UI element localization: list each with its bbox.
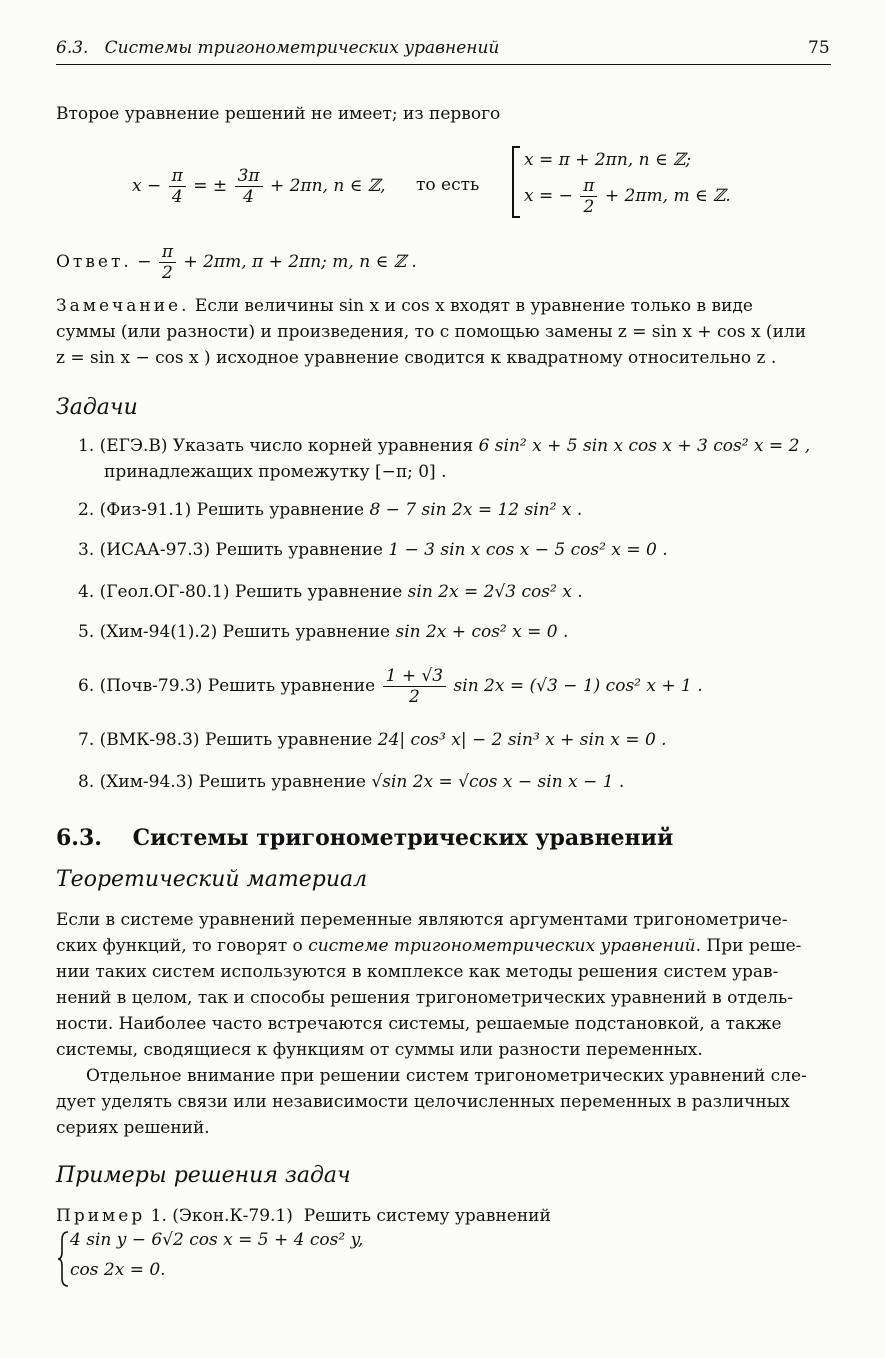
eq1-case2-den: 2 <box>583 197 595 217</box>
problem-6-frac-den: 2 <box>408 687 420 707</box>
answer-fraction <box>159 242 176 283</box>
problem-2 <box>78 498 582 522</box>
section-number: 6.3. <box>56 825 102 851</box>
system-equation-1: 4 sin y − 6√2 cos x = 5 + 4 cos² y, <box>70 1230 364 1250</box>
problem-8 <box>78 770 624 794</box>
eq1-case2-num: π <box>580 176 597 197</box>
answer-den: 2 <box>162 263 173 283</box>
problem-text: Решить уравнение <box>198 772 366 792</box>
eq1-left: x − <box>132 176 162 196</box>
problems-heading: Задачи <box>56 395 138 420</box>
example-label: Пример <box>56 1206 146 1226</box>
problem-3 <box>78 538 668 562</box>
problem-7 <box>78 728 667 752</box>
problem-math: 24| cos³ x| − 2 sin³ x + sin x = 0 . <box>377 730 667 750</box>
problem-math: √sin 2x = √cos x − sin x − 1 . <box>371 772 625 792</box>
problem-source: (ЕГЭ.В) <box>99 436 168 456</box>
theory-p1-line-4: нений в целом, так и способы решения тригонометрических уравнений в отдель- <box>56 988 794 1008</box>
theory-p2-line-3: сериях решений. <box>56 1118 210 1138</box>
eq1-case2-post: + 2πm, m ∈ ℤ. <box>604 186 731 206</box>
case-bracket-bottom <box>512 216 520 218</box>
header-rule <box>56 64 831 65</box>
problem-math: sin 2x = (√3 − 1) cos² x + 1 . <box>453 676 703 696</box>
problem-number: 3. <box>78 540 95 560</box>
eq1-fraction-1 <box>169 166 186 207</box>
eq1-frac2-num: 3π <box>235 166 263 187</box>
theory-p1-text-b: . При реше- <box>695 936 802 956</box>
header-section-number: 6.3. <box>56 38 89 58</box>
eq1-frac2-den: 4 <box>243 187 254 207</box>
problem-4 <box>78 580 583 604</box>
theory-p1-term: системе тригонометрических уравнений <box>308 936 696 956</box>
problem-text: Указать число корней уравнения <box>172 436 474 456</box>
examples-heading: Примеры решения задач <box>56 1163 351 1188</box>
header-title: Системы тригонометрических уравнений <box>104 38 500 58</box>
answer-num: π <box>159 242 176 263</box>
problem-number: 7. <box>78 730 95 750</box>
problem-number: 4. <box>78 582 95 602</box>
problem-math: sin 2x = 2√3 cos² x . <box>407 582 583 602</box>
theory-p1-line-2 <box>56 934 801 958</box>
problem-5 <box>78 620 568 644</box>
remark-line-3: z = sin x − cos x ) исходное уравнение сводится к квадратному относительно z . <box>56 348 777 368</box>
problem-math: 8 − 7 sin 2x = 12 sin² x . <box>369 500 583 520</box>
problem-source: (Хим-94(1).2) <box>99 622 218 642</box>
section-heading <box>56 826 673 850</box>
theory-p1-line-5: ности. Наиболее часто встречаются системы, решаемые подстановкой, а также <box>56 1014 782 1034</box>
theory-p1-text-a: ских функций, то говорят о <box>56 936 303 956</box>
example-source: (Экон.К-79.1) <box>172 1206 293 1226</box>
example-text: Решить систему уравнений <box>303 1206 551 1226</box>
eq1-case-2 <box>524 176 731 217</box>
eq1-tail: + 2πn, n ∈ ℤ, <box>269 176 386 196</box>
answer-post: + 2πm, π + 2πn; m, n ∈ ℤ . <box>183 252 417 272</box>
problem-source: (Хим-94.3) <box>99 772 194 792</box>
problem-source: (Почв-79.3) <box>99 676 203 696</box>
problem-1-line-2: принадлежащих промежутку [−π; 0] . <box>104 462 447 482</box>
answer <box>56 242 417 283</box>
problem-source: (Физ-91.1) <box>99 500 192 520</box>
problem-number: 6. <box>78 676 95 696</box>
problem-number: 1. <box>78 436 95 456</box>
problem-text: Решить уравнение <box>207 676 376 696</box>
problem-text: Решить уравнение <box>234 582 403 602</box>
problem-math: 1 − 3 sin x cos x − 5 cos² x = 0 . <box>388 540 668 560</box>
problem-6-frac-num: 1 + √3 <box>383 666 447 687</box>
case-bracket-top <box>512 146 520 148</box>
problem-text: Решить уравнение <box>196 500 365 520</box>
page-number: 75 <box>808 38 830 58</box>
problem-source: (ВМК-98.3) <box>99 730 200 750</box>
eq1-case-1: x = π + 2πn, n ∈ ℤ; <box>524 150 692 170</box>
section-title: Системы тригонометрических уравнений <box>132 825 674 851</box>
problem-text: Решить уравнение <box>215 540 383 560</box>
remark-line-2: суммы (или разности) и произведения, то с помощью замены z = sin x + cos x (или <box>56 322 807 342</box>
answer-label: Ответ. <box>56 252 132 272</box>
theory-p1-line-6: системы, сводящиеся к функциям от суммы или разности переменных. <box>56 1040 703 1060</box>
theory-p1-line-3: нии таких систем используются в комплексе как методы решения систем урав- <box>56 962 779 982</box>
problem-text: Решить уравнение <box>222 622 391 642</box>
theory-p2-line-2: дует уделять связи или независимости целочисленных переменных в различных <box>56 1092 790 1112</box>
remark-line1-text: Если величины sin x и cos x входят в уравнение только в виде <box>194 296 753 316</box>
theory-heading: Теоретический материал <box>56 867 368 892</box>
eq1-frac1-den: 4 <box>171 187 183 207</box>
example-1 <box>56 1204 551 1228</box>
case-bracket <box>512 146 514 218</box>
theory-p1-line-1: Если в системе уравнений переменные являются аргументами тригонометриче- <box>56 910 788 930</box>
problem-text: Решить уравнение <box>204 730 373 750</box>
system-equation-2: cos 2x = 0. <box>70 1260 166 1280</box>
problem-1 <box>78 434 810 458</box>
intro-text: Второе уравнение решений не имеет; из первого <box>56 104 501 124</box>
eq1-case2-pre: x = − <box>524 186 573 206</box>
answer-pre: − <box>137 252 152 272</box>
eq1-case2-fraction <box>580 176 597 217</box>
problem-source: (ИСАА-97.3) <box>99 540 211 560</box>
problem-6-fraction <box>383 666 447 707</box>
problem-source: (Геол.ОГ-80.1) <box>99 582 230 602</box>
eq1-pm: = ± <box>193 176 228 196</box>
eq1-frac1-num: π <box>169 166 186 187</box>
equation-1 <box>132 166 386 207</box>
eq1-then: то есть <box>416 175 480 195</box>
running-header <box>56 36 499 60</box>
theory-p2-line-1: Отдельное внимание при решении систем тригонометрических уравнений сле- <box>86 1066 807 1086</box>
system-brace <box>56 1230 70 1288</box>
problem-number: 5. <box>78 622 95 642</box>
remark-label: Замечание. <box>56 296 190 316</box>
remark-line-1 <box>56 294 753 318</box>
problem-math: sin 2x + cos² x = 0 . <box>395 622 569 642</box>
problem-6 <box>78 666 703 707</box>
problem-math: 6 sin² x + 5 sin x cos x + 3 cos² x = 2 , <box>478 436 811 456</box>
example-number: 1. <box>150 1206 167 1226</box>
eq1-fraction-2 <box>235 166 263 207</box>
problem-number: 8. <box>78 772 95 792</box>
problem-number: 2. <box>78 500 95 520</box>
